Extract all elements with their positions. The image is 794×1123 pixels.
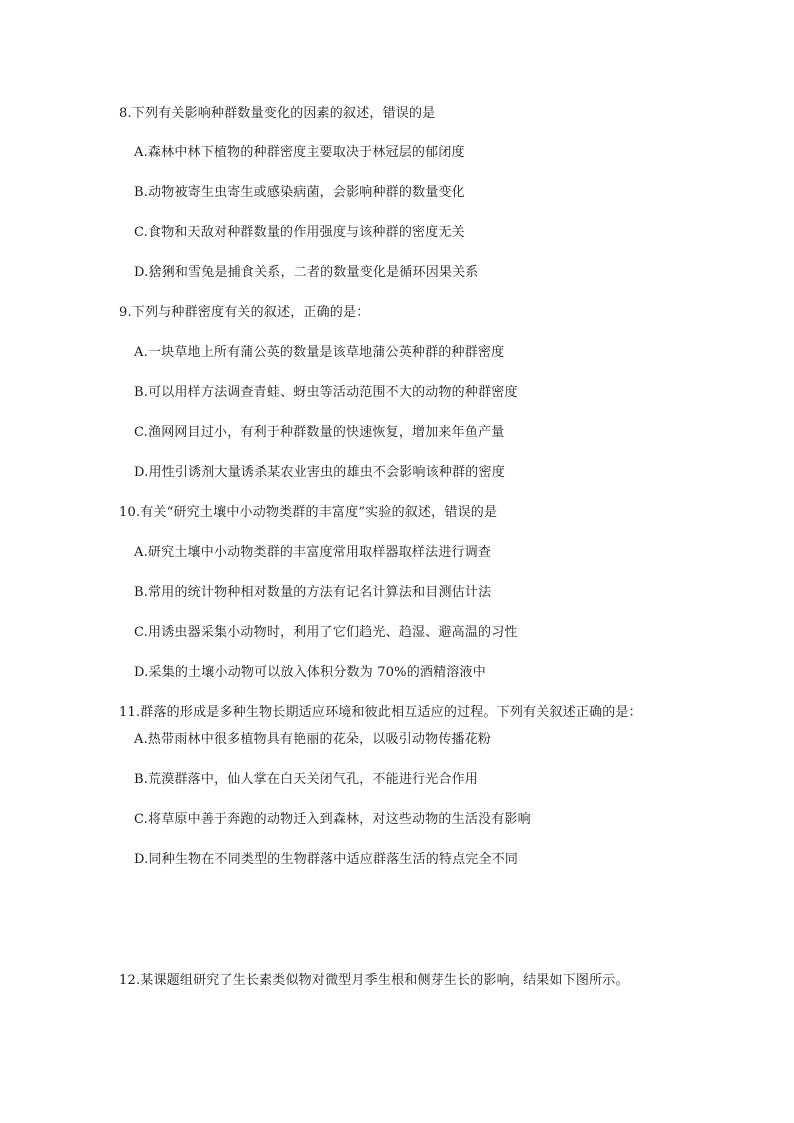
question-10-option-c: C.用诱虫器采集小动物时，利用了它们趋光、趋湿、避高温的习性 [134,625,518,640]
question-11-stem: 11.群落的形成是多种生物长期适应环境和彼此相互适应的过程。下列有关叙述正确的是： [119,705,642,720]
question-10-stem: 10.有关“研究土壤中小动物类群的丰富度”实验的叙述，错误的是 [119,505,498,520]
question-10-option-a: A.研究土壤中小动物类群的丰富度常用取样器取样法进行调查 [134,545,492,560]
question-9-stem: 9.下列与种群密度有关的叙述，正确的是： [119,305,370,320]
question-12-stem: 12.某课题组研究了生长素类似物对微型月季生根和侧芽生长的影响，结果如下图所示。 [119,973,629,988]
question-9-option-b: B.可以用样方法调查青蛙、蚜虫等活动范围不大的动物的种群密度 [134,385,518,400]
question-11-option-d: D.同种生物在不同类型的生物群落中适应群落生活的特点完全不同 [134,852,519,867]
question-8-option-b: B.动物被寄生虫寄生或感染病菌，会影响种群的数量变化 [134,185,465,200]
question-8-option-a: A.森林中林下植物的种群密度主要取决于林冠层的郁闭度 [134,145,465,160]
question-11-option-a: A.热带雨林中很多植物具有艳丽的花朵，以吸引动物传播花粉 [134,732,492,747]
question-11-option-c: C.将草原中善于奔跑的动物迁入到森林，对这些动物的生活没有影响 [134,812,531,827]
question-9-option-c: C.渔网网目过小，有利于种群数量的快速恢复，增加来年鱼产量 [134,425,505,440]
question-10-option-d: D.采集的土壤小动物可以放入体积分数为 70%的酒精溶液中 [134,665,486,680]
question-9-option-d: D.用性引诱剂大量诱杀某农业害虫的雄虫不会影响该种群的密度 [134,465,505,480]
question-8-option-d: D.猞猁和雪兔是捕食关系，二者的数量变化是循环因果关系 [134,265,479,280]
question-8-option-c: C.食物和天敌对种群数量的作用强度与该种群的密度无关 [134,225,465,240]
question-11-option-b: B.荒漠群落中，仙人掌在白天关闭气孔，不能进行光合作用 [134,772,479,787]
question-10-option-b: B.常用的统计物种相对数量的方法有记名计算法和目测估计法 [134,585,492,600]
question-8-stem: 8.下列有关影响种群数量变化的因素的叙述，错误的是 [119,106,436,121]
question-9-option-a: A.一块草地上所有蒲公英的数量是该草地蒲公英种群的种群密度 [134,345,505,360]
